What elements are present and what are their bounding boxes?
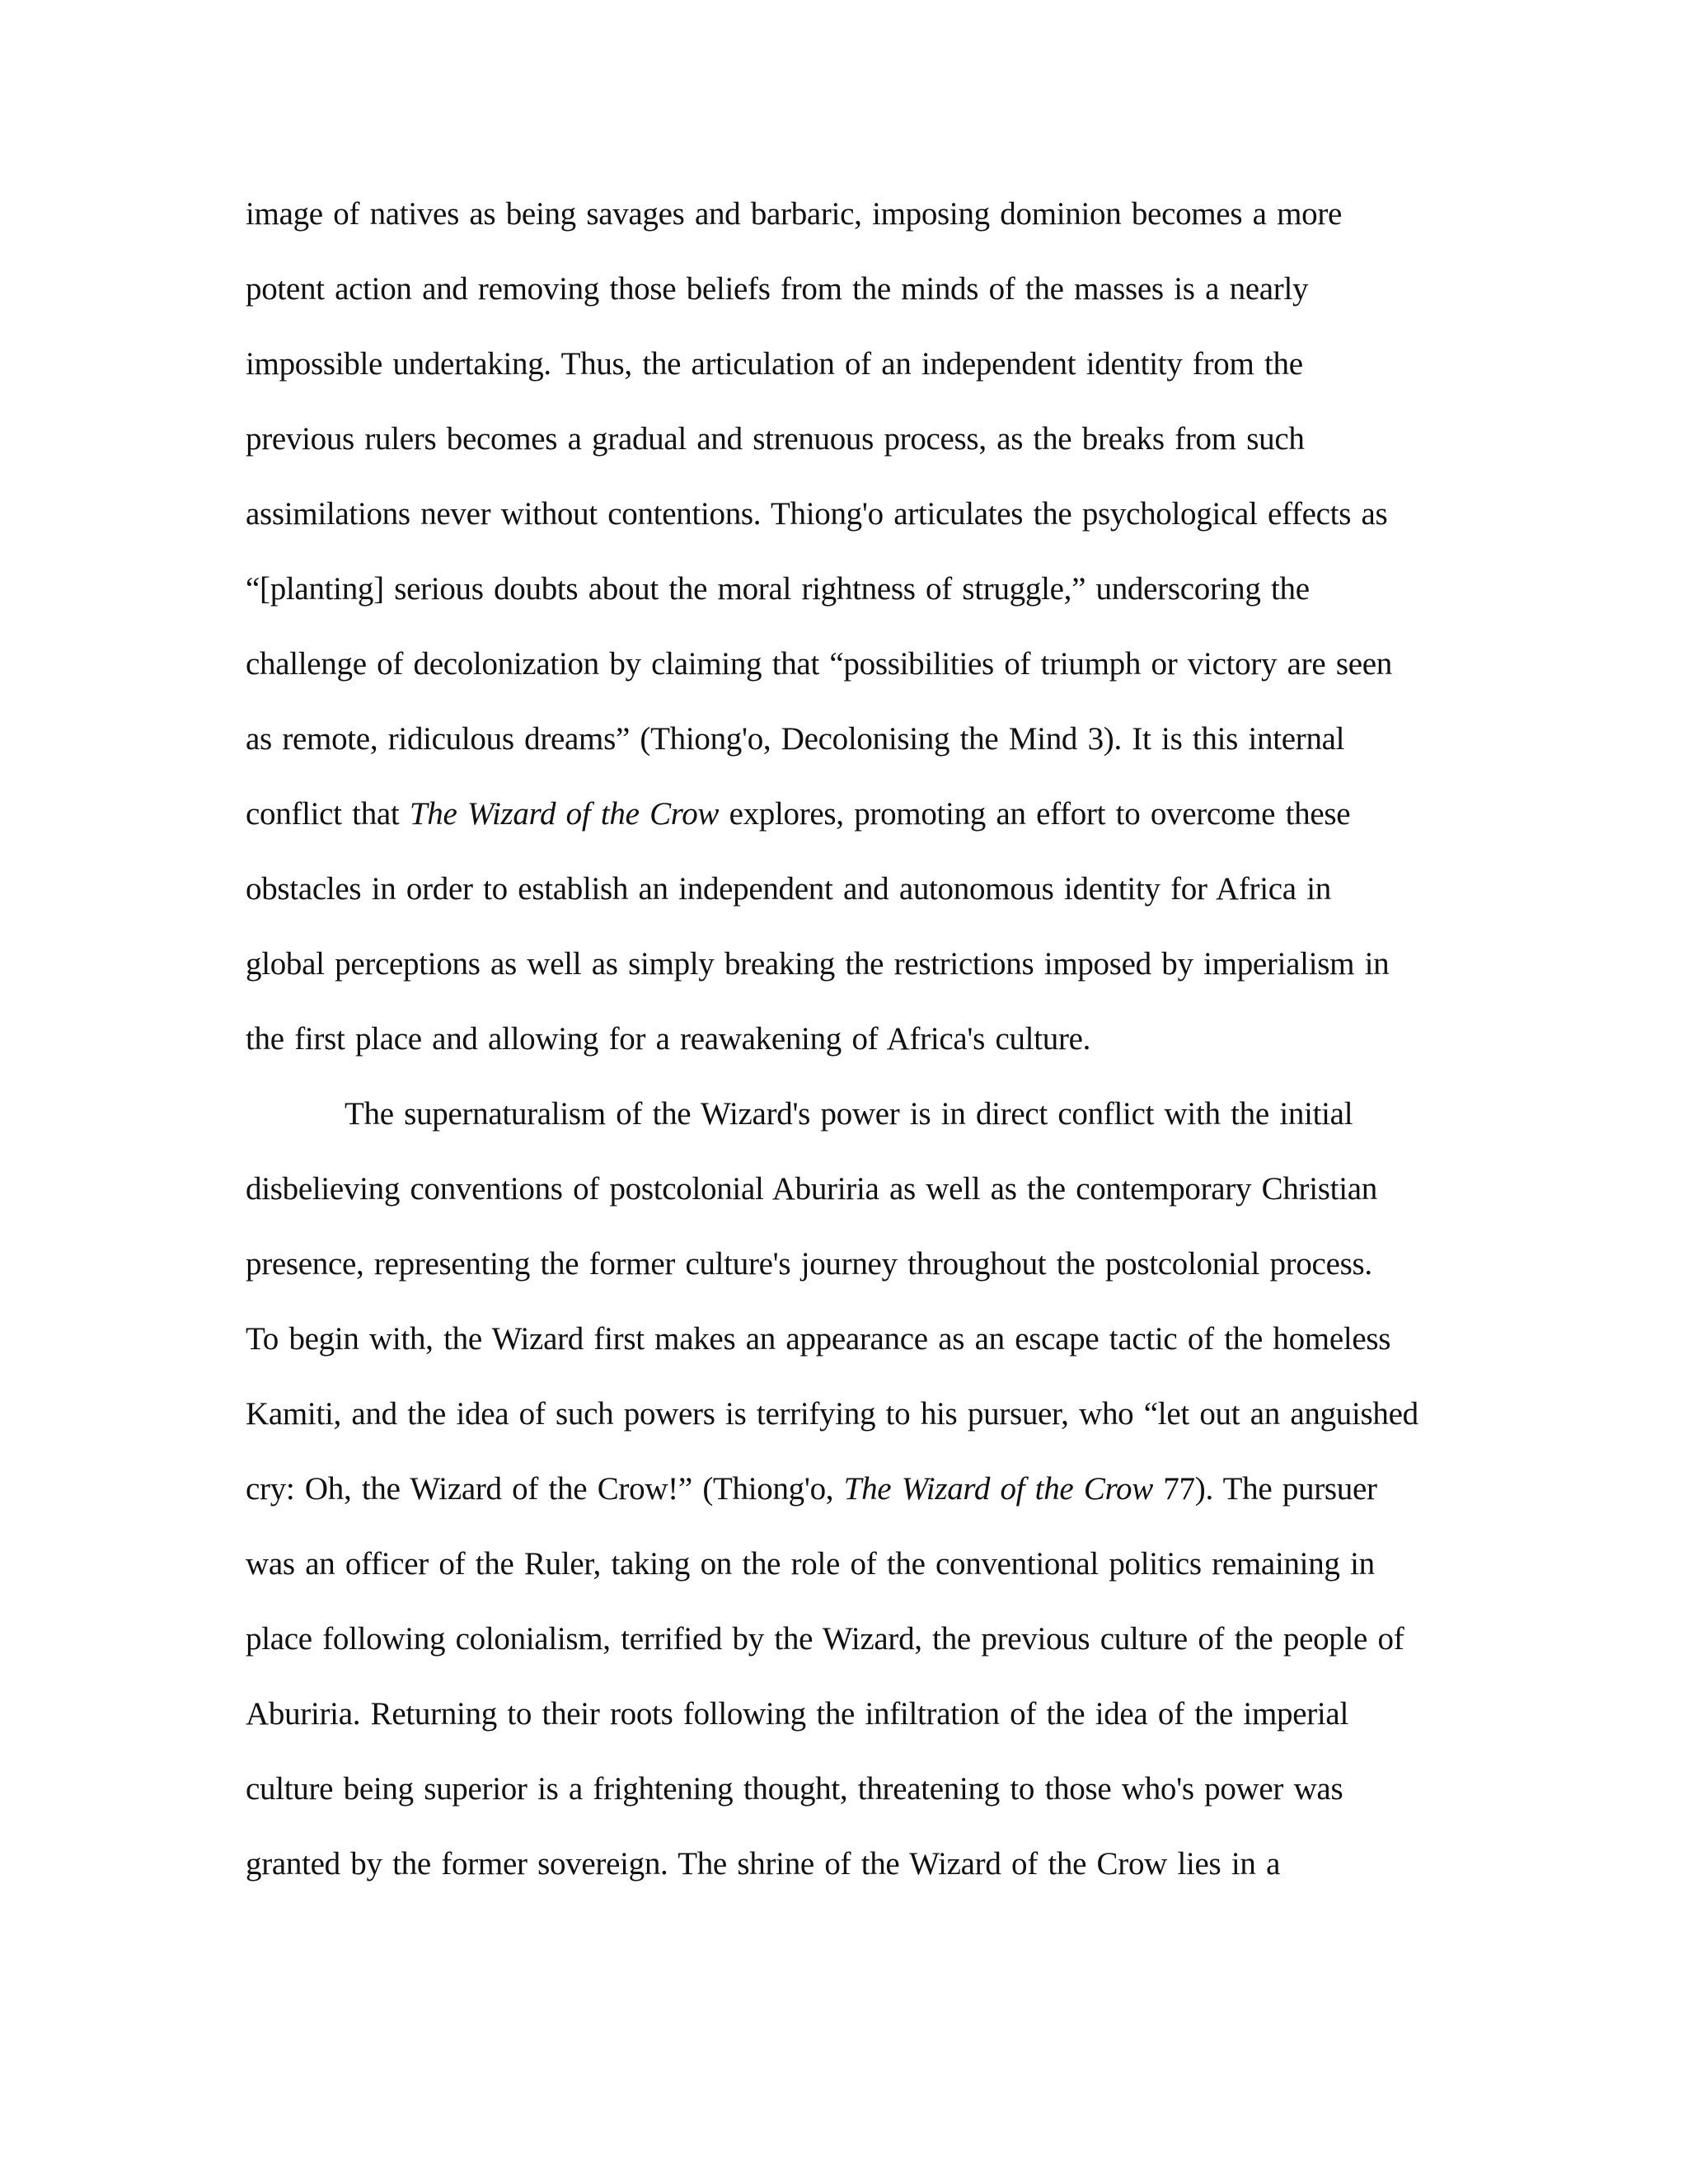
text-line: place following colonialism, terrified by the Wizard, the previous culture of the people of [246, 1621, 1404, 1657]
text-line: culture being superior is a frightening thought, threatening to those who's power was [246, 1771, 1343, 1807]
text-line: Kamiti, and the idea of such powers is terrifying to his pursuer, who “let out an anguished [246, 1396, 1418, 1432]
text-segment: 77). The pursuer [1152, 1471, 1377, 1507]
text-line: image of natives as being savages and barbaric, imposing dominion becomes a more [246, 196, 1343, 232]
text-line: To begin with, the Wizard first makes an appearance as an escape tactic of the homeless [246, 1321, 1391, 1357]
text-line: granted by the former sovereign. The shrine of the Wizard of the Crow lies in a [246, 1846, 1281, 1882]
text-line: was an officer of the Ruler, taking on the role of the conventional politics remaining in [246, 1546, 1375, 1582]
text-line: “[planting] serious doubts about the moral rightness of struggle,” underscoring the [246, 571, 1310, 607]
text-line: disbelieving conventions of postcolonial Aburiria as well as the contemporary Christian [246, 1171, 1377, 1207]
text-line: the first place and allowing for a reawakening of Africa's culture. [246, 1021, 1091, 1057]
text-line [246, 795, 1350, 833]
text-line: as remote, ridiculous dreams” (Thiong'o, Decolonising the Mind 3). It is this internal [246, 721, 1345, 757]
text-line: impossible undertaking. Thus, the articulation of an independent identity from the [246, 346, 1303, 382]
text-line: global perceptions as well as simply breaking the restrictions imposed by imperialism in [246, 946, 1390, 982]
text-line: potent action and removing those beliefs from the minds of the masses is a nearly [246, 271, 1309, 307]
text-line: assimilations never without contentions. Thiong'o articulates the psychological effects as [246, 496, 1388, 532]
text-line: presence, representing the former culture's journey throughout the postcolonial process. [246, 1246, 1372, 1282]
text-line [246, 1470, 1377, 1508]
text-line: Aburiria. Returning to their roots following the infiltration of the idea of the imperial [246, 1696, 1348, 1732]
text-segment: cry: Oh, the Wizard of the Crow!” (Thiong'o, [246, 1471, 844, 1507]
text-line: challenge of decolonization by claiming that “possibilities of triumph or victory are seen [246, 646, 1392, 682]
text-line: previous rulers becomes a gradual and strenuous process, as the breaks from such [246, 421, 1305, 457]
text-line: obstacles in order to establish an independent and autonomous identity for Africa in [246, 871, 1331, 907]
paragraph-first-line: The supernaturalism of the Wizard's power is in direct conflict with the initial [345, 1096, 1353, 1132]
italic-book-title: The Wizard of the Crow [409, 796, 720, 832]
text-segment: conflict that [246, 796, 410, 832]
italic-book-title: The Wizard of the Crow [843, 1471, 1153, 1507]
text-segment: explores, promoting an effort to overcome these [719, 796, 1351, 832]
